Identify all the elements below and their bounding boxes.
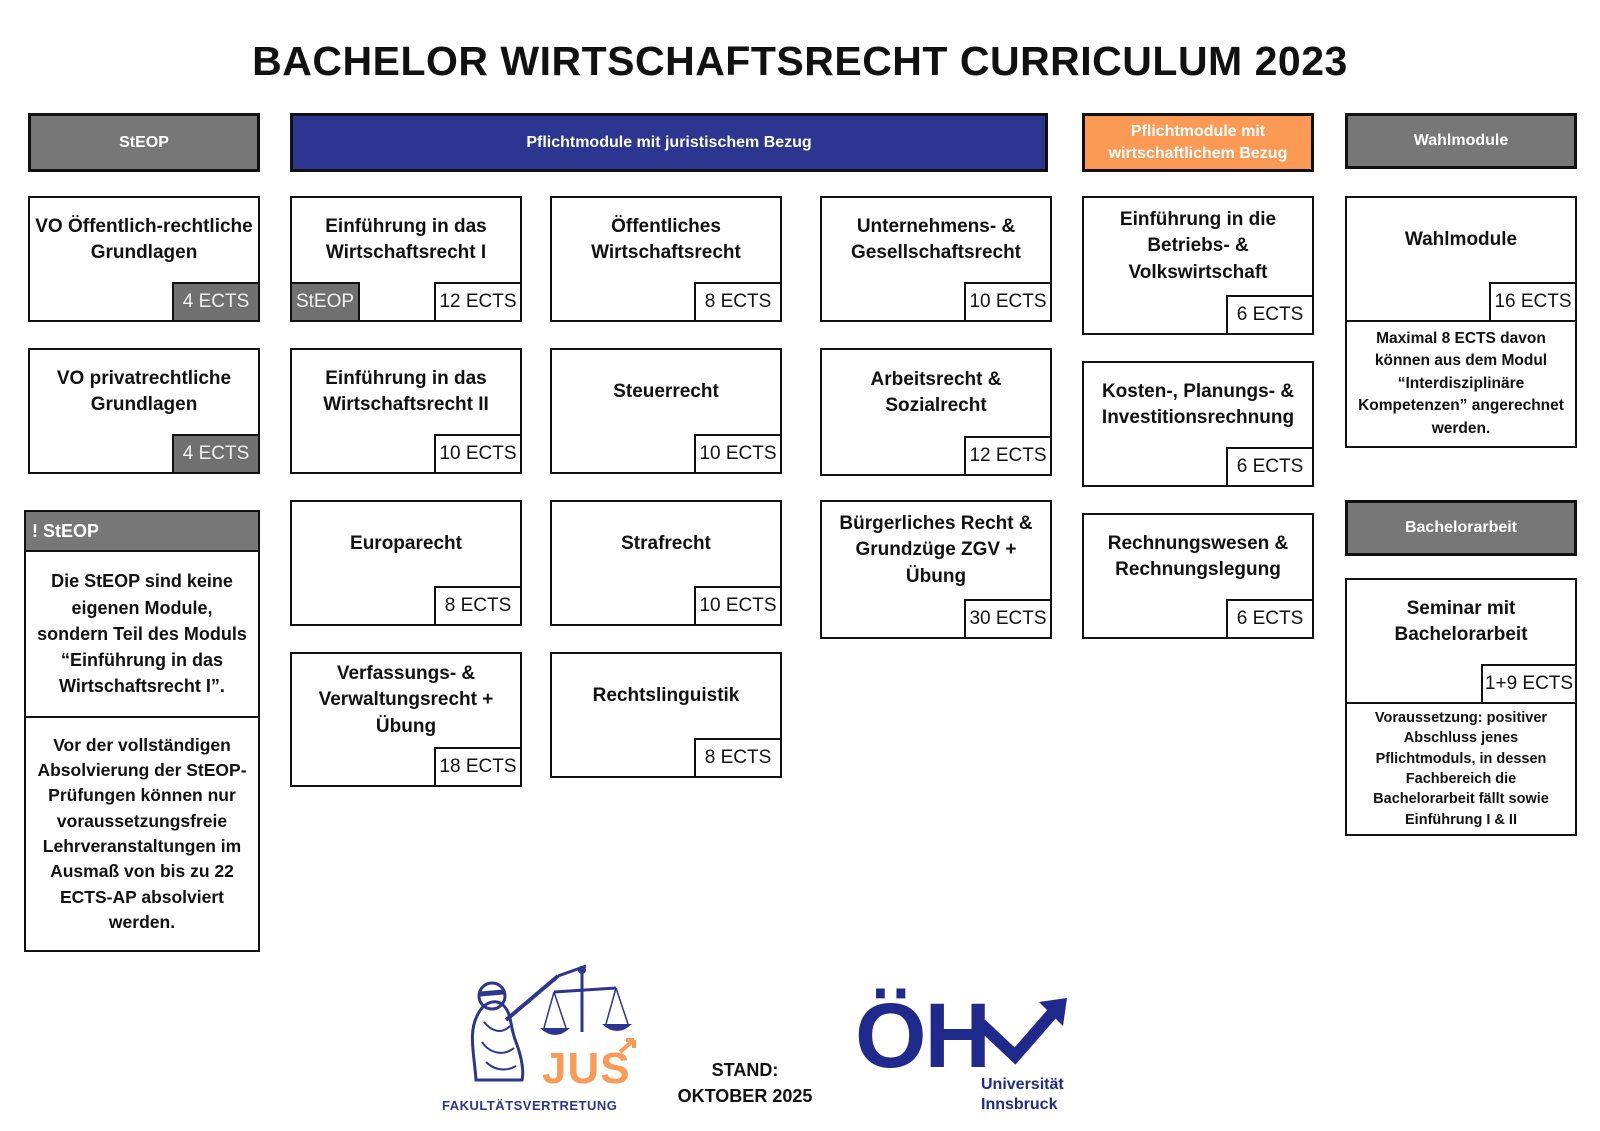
module-name: Rechnungswesen & Rechnungslegung [1107,532,1289,580]
oeh-logo-subtitle-1: Universität [981,1076,1064,1093]
module-name: Arbeitsrecht & Sozialrecht [870,368,1002,416]
module-wahlmodule [1345,196,1577,322]
page-title: BACHELOR WIRTSCHAFTSRECHT CURRICULUM 2023 [252,38,1348,84]
stand-label: STAND: [711,1060,779,1080]
module-name: Wahlmodule [1404,228,1518,250]
steop-note-part2: Vor der vollständigen Absolvierung der StEOP-Prüfungen können nur voraussetzungsfreie Lehrveranstaltungen im Ausmaß von bis zu 22 ECTS-AP absolviert werden. [24,716,260,952]
oeh-logo-subtitle-2: Innsbruck [981,1096,1058,1113]
module-ects: 10 ECTS [694,586,782,626]
module-ects: 12 ECTS [964,436,1052,476]
module-seminar-bachelorarbeit [1345,578,1577,704]
stand-date: OKTOBER 2025 [677,1086,813,1107]
module-arbeitsrecht [820,348,1052,476]
module-name: Seminar mit Bachelorarbeit [1394,597,1528,645]
module-name: Öffentliches Wirtschaftsrecht [591,215,741,263]
module-name: Strafrecht [621,532,711,554]
module-ects: 6 ECTS [1226,295,1314,335]
module-name: Rechtslinguistik [592,684,740,706]
module-ects: 6 ECTS [1226,599,1314,639]
module-ects: 12 ECTS [434,282,522,322]
module-strafrecht [550,500,782,626]
oeh-arrow-icon [975,994,1075,1074]
module-name: VO Öffentlich-rechtliche Grundlagen [35,215,253,263]
stand-block [660,1057,830,1109]
module-buergerliches-recht [820,500,1052,639]
module-vo-oeffentlich-rechtlich [28,196,260,322]
header-pflicht-juristisch: Pflichtmodule mit juristischem Bezug [290,113,1048,172]
jus-logo-subtitle: FAKULTÄTSVERTRETUNG [442,1098,618,1113]
module-einfuehrung-wr-1 [290,196,522,322]
module-kostenrechnung [1082,361,1314,487]
header-pflicht-wirtschaftlich: Pflichtmodule mit wirtschaftlichem Bezug [1082,113,1314,172]
module-rechtslinguistik [550,652,782,778]
module-unternehmensrecht [820,196,1052,322]
header-bachelorarbeit: Bachelorarbeit [1345,500,1577,556]
jus-logo-text: JUS [542,1044,631,1093]
oeh-logo [855,985,1075,1115]
module-europarecht [290,500,522,626]
steop-note-heading: ! StEOP [24,510,260,552]
module-oeffentliches-wr [550,196,782,322]
module-name: Steuerrecht [613,380,719,402]
bachelorarbeit-note: Voraussetzung: positiver Abschluss jenes Pflichtmoduls, in dessen Fachbereich die Bachelorarbeit fällt sowie Einführung I & II [1345,702,1577,836]
module-name: Einführung in das Wirtschaftsrecht II [323,367,489,415]
module-ects: 10 ECTS [694,434,782,474]
module-name: Einführung in die Betriebs- & Volkswirtschaft [1119,209,1277,283]
header-steop: StEOP [28,113,260,172]
jus-logo [442,962,656,1117]
module-name: Kosten-, Planungs- & Investitionsrechnung [1101,380,1295,428]
module-ects: 4 ECTS [172,282,260,322]
module-name: Unternehmens- & Gesellschaftsrecht [850,215,1022,263]
module-ects: 10 ECTS [434,434,522,474]
module-ects: 1+9 ECTS [1481,664,1577,704]
module-ects: 4 ECTS [172,434,260,474]
module-ects: 30 ECTS [964,599,1052,639]
module-ects: 8 ECTS [694,738,782,778]
module-ects: 8 ECTS [694,282,782,322]
module-einfuehrung-wr-2 [290,348,522,474]
module-ects: 16 ECTS [1489,282,1577,322]
paragraph-arrow-icon [614,1034,640,1074]
header-wahlmodule: Wahlmodule [1345,113,1577,169]
module-vo-privatrechtlich [28,348,260,474]
module-verfassungsrecht [290,652,522,787]
module-steuerrecht [550,348,782,474]
oeh-logo-text: ÖH [855,985,989,1087]
module-ects: 6 ECTS [1226,447,1314,487]
module-name: Verfassungs- & Verwaltungsrecht + Übung [318,663,494,737]
module-ects: 10 ECTS [964,282,1052,322]
module-ects: 8 ECTS [434,586,522,626]
wahlmodule-note: Maximal 8 ECTS davon können aus dem Modul “Interdisziplinäre Kompetenzen” angerechnet werden. [1345,320,1577,448]
module-name: VO privatrechtliche Grundlagen [56,367,232,415]
module-einfuehrung-bwl-vwl [1082,196,1314,335]
module-name: Einführung in das Wirtschaftsrecht I [325,215,487,263]
module-rechnungswesen [1082,513,1314,639]
module-name: Bürgerliches Recht & Grundzüge ZGV + Übung [839,513,1033,587]
steop-note-part1: Die StEOP sind keine eigenen Module, sondern Teil des Moduls “Einführung in das Wirtschaftsrecht I”. [24,550,260,718]
module-ects: 18 ECTS [434,747,522,787]
module-name: Europarecht [350,532,462,554]
steop-tag: StEOP [290,282,360,322]
